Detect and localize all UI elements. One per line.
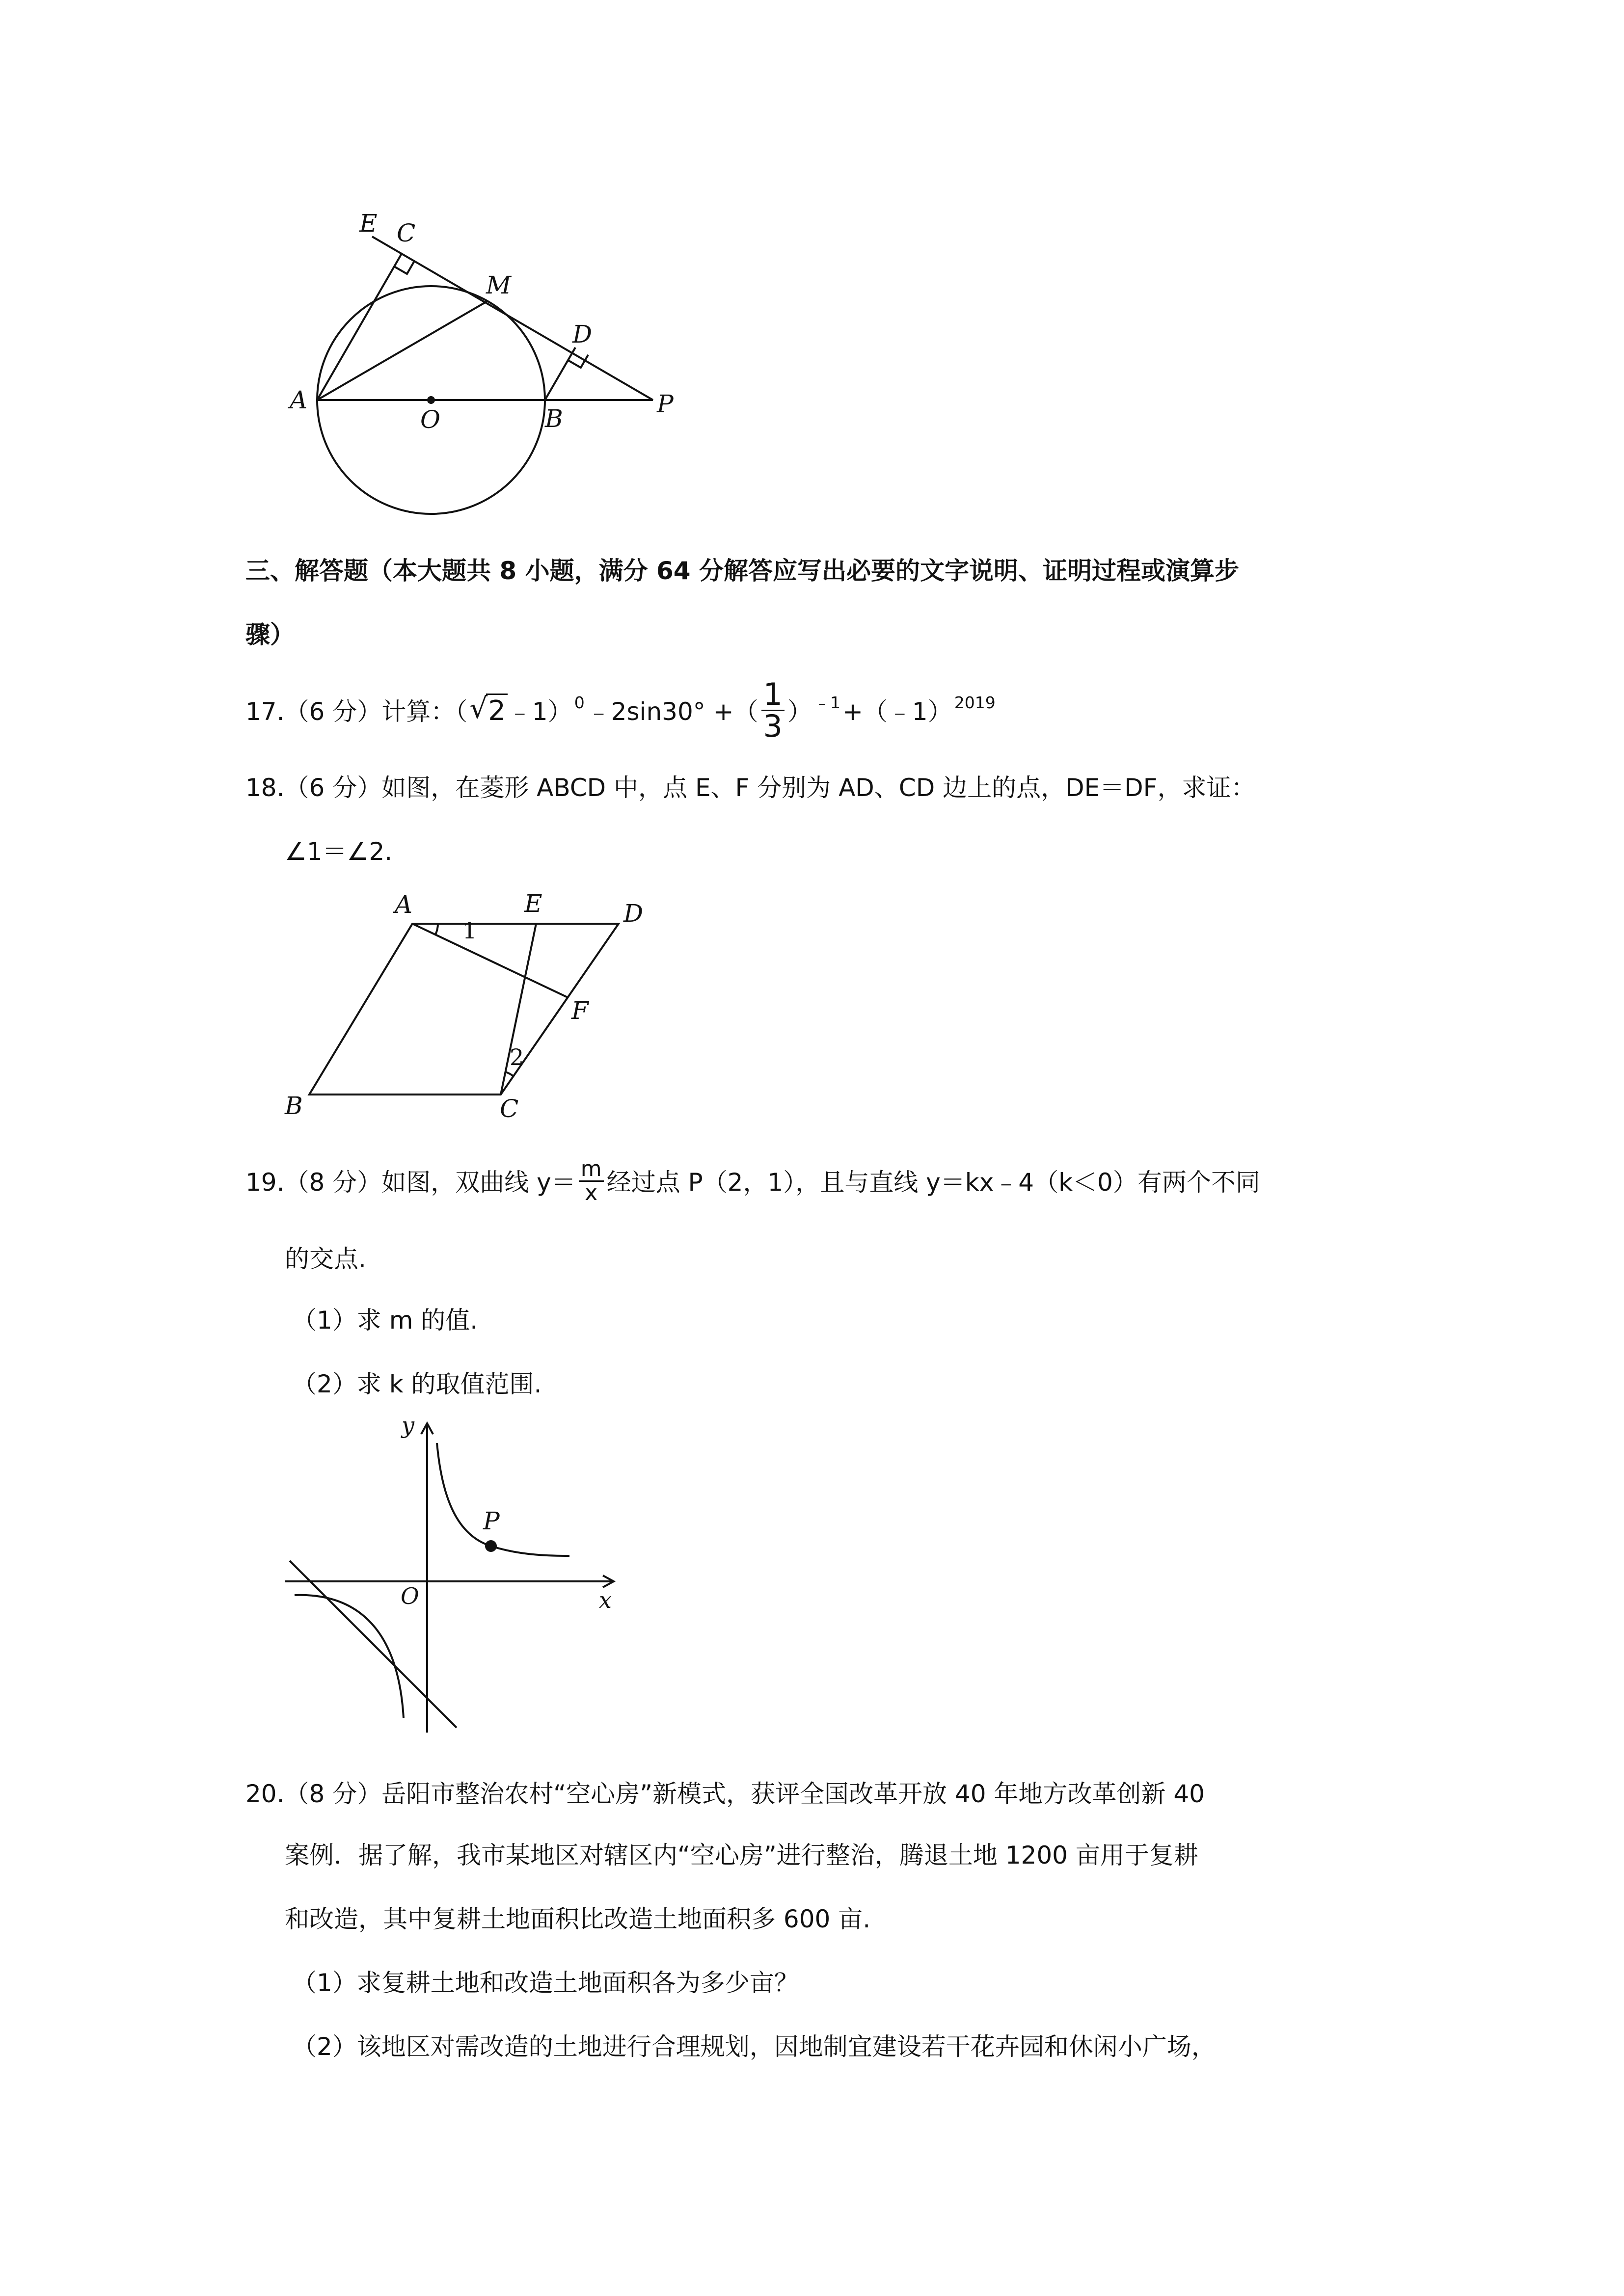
q19-rest: 经过点 P（2，1），且与直线 y＝kx﹣4（k＜0）有两个不同 [606, 1168, 1260, 1197]
q19-frac-num: m [579, 1158, 604, 1182]
hyperbola-branch-q3 [295, 1595, 404, 1718]
segment-af [412, 924, 568, 997]
angle-label-1: 1 [462, 917, 477, 944]
label-p: P [483, 1507, 500, 1535]
point-p [485, 1540, 497, 1552]
label-c: C [397, 219, 416, 247]
q17-part-c: ） [787, 697, 812, 726]
label-e: E [359, 209, 378, 238]
segment-am [317, 301, 487, 400]
label-o: O [401, 1583, 419, 1609]
label-d: D [572, 320, 593, 348]
q17-exp-neg1: ﹣1 [814, 693, 840, 712]
question-20-sub2: （2）该地区对需改造的土地进行合理规划，因地制宜建设若干花卉园和休闲小广场， [292, 2032, 1216, 2061]
q17-fraction [761, 676, 785, 744]
q17-part-d: +（﹣1） [842, 697, 952, 726]
label-f: F [571, 996, 589, 1025]
q17-lead: 17.（6 分）计算：（ [245, 697, 468, 726]
label-e: E [524, 889, 542, 918]
hyperbola-branch-q1 [437, 1443, 569, 1556]
question-17 [245, 676, 998, 745]
line-y-kx-4 [290, 1561, 457, 1728]
segment-ac [317, 254, 402, 400]
q17-part-b: ﹣2sin30° +（ [586, 697, 758, 726]
question-20-line2: 案例．据了解，我市某地区对辖区内“空心房”进行整治，腾退土地 1200 亩用于复耕 [285, 1841, 1198, 1869]
label-a: A [395, 890, 413, 919]
q19-frac-den: x [585, 1180, 598, 1205]
angle-label-2: 2 [510, 1044, 524, 1070]
circle-tangent-figure [275, 206, 697, 530]
label-p: P [657, 390, 674, 418]
q19-fraction [579, 1158, 604, 1204]
question-19-sub2: （2）求 k 的取值范围. [292, 1370, 542, 1398]
label-a: A [290, 386, 308, 414]
question-19-sub1: （1）求 m 的值. [292, 1306, 478, 1335]
q17-sqrt: √ 2 [469, 694, 508, 729]
rhombus-figure [275, 883, 658, 1129]
label-x: x [599, 1587, 612, 1613]
q17-exp0: 0 [574, 693, 585, 712]
label-y: y [402, 1414, 414, 1439]
label-b: B [285, 1092, 303, 1120]
label-d: D [623, 899, 644, 928]
q19-lead: 19.（8 分）如图，双曲线 y＝ [245, 1168, 576, 1197]
segment-bd [545, 347, 575, 400]
label-b: B [545, 404, 563, 433]
q17-sqrt-arg: 2 [486, 694, 508, 727]
label-c: C [500, 1095, 519, 1123]
question-20-line3: 和改造，其中复耕土地面积比改造土地面积多 600 亩. [285, 1905, 871, 1933]
hyperbola-graph [275, 1414, 628, 1737]
question-20-line1: 20.（8 分）岳阳市整治农村“空心房”新模式，获评全国改革开放 40 年地方改革创新 40 [245, 1780, 1205, 1808]
q17-frac-den: 3 [763, 708, 783, 744]
angle-arc-1 [435, 924, 438, 934]
section-heading-line1: 三、解答题（本大题共 8 小题，满分 64 分解答应写出必要的文字说明、证明过程或演算步 [245, 557, 1239, 585]
question-18-line1: 18.（6 分）如图，在菱形 ABCD 中，点 E、F 分别为 AD、CD 边上的点，DE＝DF，求证： [245, 774, 1256, 802]
label-o: O [420, 405, 440, 434]
angle-arc-2 [505, 1072, 514, 1076]
label-m: M [486, 271, 512, 299]
q17-frac-num: 1 [761, 679, 785, 711]
q17-part-a: ﹣1） [507, 697, 572, 726]
section-heading-line2: 骤） [245, 620, 295, 649]
question-19-line2: 的交点. [285, 1245, 366, 1273]
center-point-o [427, 396, 435, 404]
question-18-line2: ∠1＝∠2. [285, 837, 393, 866]
question-19-line1 [245, 1156, 1260, 1207]
q17-exp2019: 2019 [954, 693, 996, 712]
question-20-sub1: （1）求复耕土地和改造土地面积各为多少亩？ [292, 1969, 799, 1997]
